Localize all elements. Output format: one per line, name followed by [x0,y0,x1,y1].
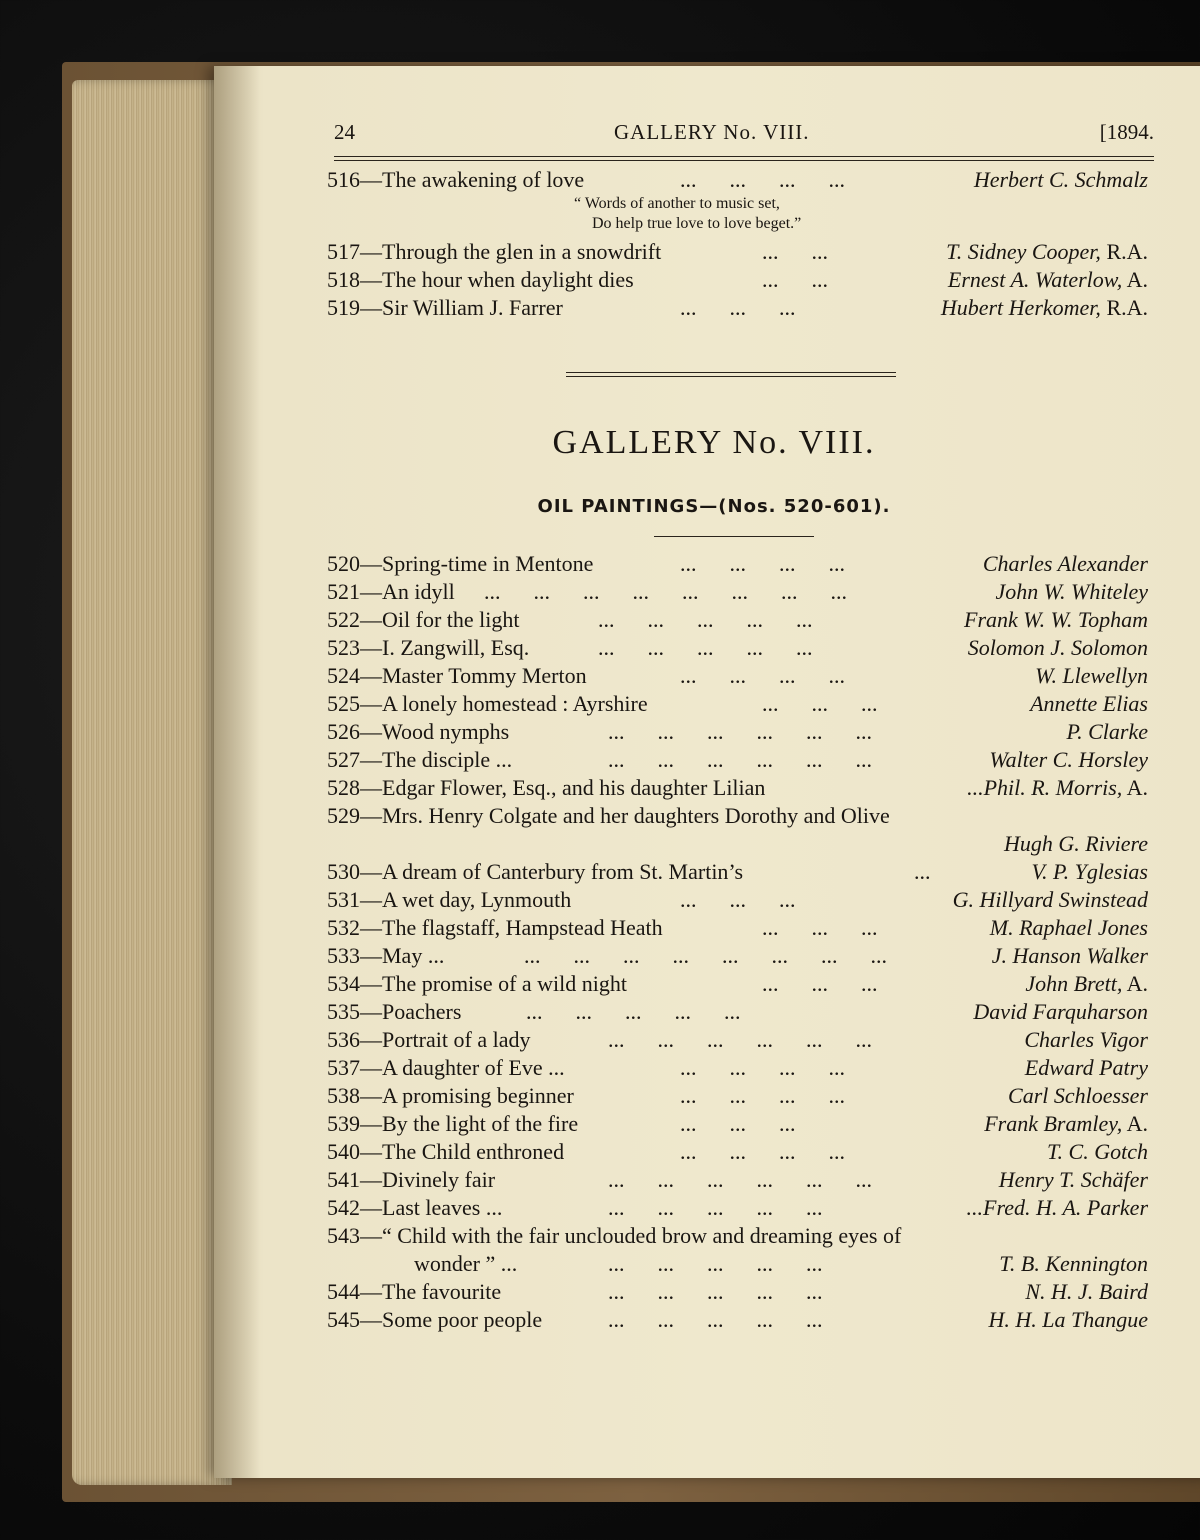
leader-dots: ... ... ... [762,691,878,716]
entry-title: 532—The flagstaff, Hampstead Heath [327,915,663,940]
running-header [334,120,1154,148]
catalogue-entry [214,578,1200,606]
entry-title: 534—The promise of a wild night [327,971,628,996]
catalogue-entry [214,858,1200,886]
subtitle-rule [654,536,814,537]
leader-dots: ... ... ... ... ... [608,1195,823,1220]
entry-title: 518—The hour when daylight dies [327,267,634,292]
entry-artist: T. B. Kennington [999,1251,1148,1276]
entry-title: 527—The disciple ... [327,747,513,772]
leader-dots: ... ... ... [762,915,878,940]
entry-artist: M. Raphael Jones [989,915,1148,940]
catalogue-entry [214,1026,1200,1054]
entry-artist: John W. Whiteley [995,579,1148,604]
catalogue-entry [214,690,1200,718]
catalogue-entry [214,942,1200,970]
leader-dots: ... ... ... ... ... ... [608,1027,872,1052]
entry-artist: W. Llewellyn [1035,663,1148,688]
header-title: GALLERY No. VIII. [614,120,810,144]
leader-dots: ... ... ... ... ... [598,635,813,660]
entry-artist: Ernest A. Waterlow, A. [947,267,1148,292]
page-edges [72,80,232,1485]
entry-artist: N. H. J. Baird [1025,1279,1148,1304]
entry-title: 521—An idyll [327,579,455,604]
catalogue-entry [214,166,1200,194]
entry-title: 533—May ... [327,943,445,968]
entry-artist: ...Fred. H. A. Parker [966,1195,1148,1220]
leader-dots: ... ... ... [680,887,796,912]
entry-title: 531—A wet day, Lynmouth [327,887,572,912]
catalogue-entry [214,746,1200,774]
catalogue-entry [214,662,1200,690]
header-year: [1894. [1099,120,1154,144]
catalogue-entry [214,998,1200,1026]
leader-dots: ... ... ... ... ... ... ... ... [484,579,847,604]
leader-dots: ... ... ... ... ... [608,1251,823,1276]
entry-title: wonder ” ... [414,1251,518,1276]
catalogue-entry [214,606,1200,634]
leader-dots: ... ... ... ... [680,663,845,688]
section-divider [566,372,896,373]
entry-artist: Hubert Herkomer, R.A. [940,295,1148,320]
entry-title: 528—Edgar Flower, Esq., and his daughter Lilian [327,775,766,800]
entry-title: 517—Through the glen in a snowdrift [327,239,662,264]
catalogue-entry [214,634,1200,662]
entry-artist: Herbert C. Schmalz [973,167,1148,192]
entry-title: 524—Master Tommy Merton [327,663,587,688]
leader-dots: ... ... ... ... ... ... ... ... [524,943,887,968]
entry-artist: H. H. La Thangue [988,1307,1148,1332]
catalogue-entry [214,802,1200,830]
catalogue-entry [214,550,1200,578]
entry-title: 516—The awakening of love [327,167,585,192]
leader-dots: ... ... ... ... [680,1083,845,1108]
entry-artist: J. Hanson Walker [991,943,1148,968]
entry-title: 537—A daughter of Eve ... [327,1055,565,1080]
header-rule [334,160,1154,161]
entry-artist: Carl Schloesser [1008,1083,1148,1108]
catalogue-entry [214,1278,1200,1306]
header-rule [334,156,1154,157]
entry-artist: P. Clarke [1066,719,1148,744]
leader-dots: ... ... ... ... [680,1055,845,1080]
page-number: 24 [334,120,355,144]
section-divider [566,376,896,377]
leader-dots: ... ... ... ... [680,167,845,192]
catalogue-entry [214,1082,1200,1110]
entry-title: 540—The Child enthroned [327,1139,565,1164]
catalogue-entry [214,1110,1200,1138]
leader-dots: ... ... ... ... [680,551,845,576]
entry-title: 538—A promising beginner [327,1083,574,1108]
leader-dots: ... ... ... ... ... ... [608,747,872,772]
catalogue-entry [214,266,1200,294]
catalogue-entry [214,914,1200,942]
entry-artist: Henry T. Schäfer [998,1167,1148,1192]
catalogue-entry [214,238,1200,266]
entry-artist: Walter C. Horsley [989,747,1148,772]
leader-dots: ... ... ... ... ... ... [608,1167,872,1192]
entry-title: 536—Portrait of a lady [327,1027,531,1052]
entry-artist: ...Phil. R. Morris, A. [967,775,1148,800]
entry-title: 526—Wood nymphs [327,719,510,744]
leader-dots: ... ... [762,267,828,292]
entry-artist: Charles Alexander [982,551,1148,576]
entry-title: 519—Sir William J. Farrer [327,295,563,320]
entry-artist: T. C. Gotch [1046,1139,1148,1164]
leader-dots: ... ... ... ... ... [608,1279,823,1304]
entry-title: 525—A lonely homestead : Ayrshire [327,691,648,716]
leader-dots: ... ... ... ... [680,1139,845,1164]
entry-artist: Solomon J. Solomon [967,635,1148,660]
entry-artist: Annette Elias [1030,691,1148,716]
entry-title: 523—I. Zangwill, Esq. [327,635,530,660]
catalogue-entry [214,774,1200,802]
entry-title: 543—“ Child with the fair unclouded brow and dreaming eyes of [327,1223,902,1248]
leader-dots: ... ... ... ... ... [526,999,741,1024]
catalogue-entry [214,718,1200,746]
catalogue-entry [214,1222,1200,1250]
leader-dots: ... ... ... [762,971,878,996]
entry-title: 544—The favourite [327,1279,502,1304]
entry-title: 520—Spring-time in Mentone [327,551,594,576]
entry-artist: V. P. Yglesias [1031,859,1148,884]
entry-artist: T. Sidney Cooper, R.A. [946,239,1148,264]
catalogue-entry-continued [214,1250,1200,1278]
leader-dots: ... ... ... [680,295,796,320]
catalogue-entry [214,1306,1200,1334]
quote-line: “ Words of another to music set, [574,195,780,212]
catalogue-entry-continued [214,830,1200,858]
entry-artist: Edward Patry [1024,1055,1148,1080]
entry-title: 542—Last leaves ... [327,1195,503,1220]
entry-title: 545—Some poor people [327,1307,543,1332]
quote-line: Do help true love to love beget.” [592,215,802,232]
leader-dots: ... ... ... [680,1111,796,1136]
catalogue-entry [214,1194,1200,1222]
entry-artist: Hugh G. Riviere [1004,831,1148,856]
section-subtitle: OIL PAINTINGS—(Nos. 520-601). [537,496,891,517]
entry-artist: David Farquharson [973,999,1148,1024]
entry-title: 535—Poachers [327,999,462,1024]
section-title: GALLERY No. VIII. [552,424,876,461]
leader-dots: ... [914,859,931,884]
entry-title: 522—Oil for the light [327,607,520,632]
catalogue-entry [214,1138,1200,1166]
entry-artist: John Brett, A. [1025,971,1148,996]
catalogue-entry [214,970,1200,998]
entry-artist: Frank W. W. Topham [964,607,1148,632]
leader-dots: ... ... ... ... ... [608,1307,823,1332]
catalogue-entry [214,1054,1200,1082]
leader-dots: ... ... ... ... ... ... [608,719,872,744]
entry-title: 541—Divinely fair [327,1167,496,1192]
entry-title: 530—A dream of Canterbury from St. Martin’s [327,859,744,884]
catalogue-entry [214,886,1200,914]
catalogue-page [214,66,1200,1478]
entry-artist: Frank Bramley, A. [984,1111,1148,1136]
entry-title: 529—Mrs. Henry Colgate and her daughters Dorothy and Olive [327,803,890,828]
leader-dots: ... ... ... ... ... [598,607,813,632]
entry-artist: G. Hillyard Swinstead [952,887,1148,912]
entry-title: 539—By the light of the fire [327,1111,579,1136]
catalogue-entry [214,1166,1200,1194]
entry-artist: Charles Vigor [1024,1027,1148,1052]
leader-dots: ... ... [762,239,828,264]
catalogue-entry [214,294,1200,322]
